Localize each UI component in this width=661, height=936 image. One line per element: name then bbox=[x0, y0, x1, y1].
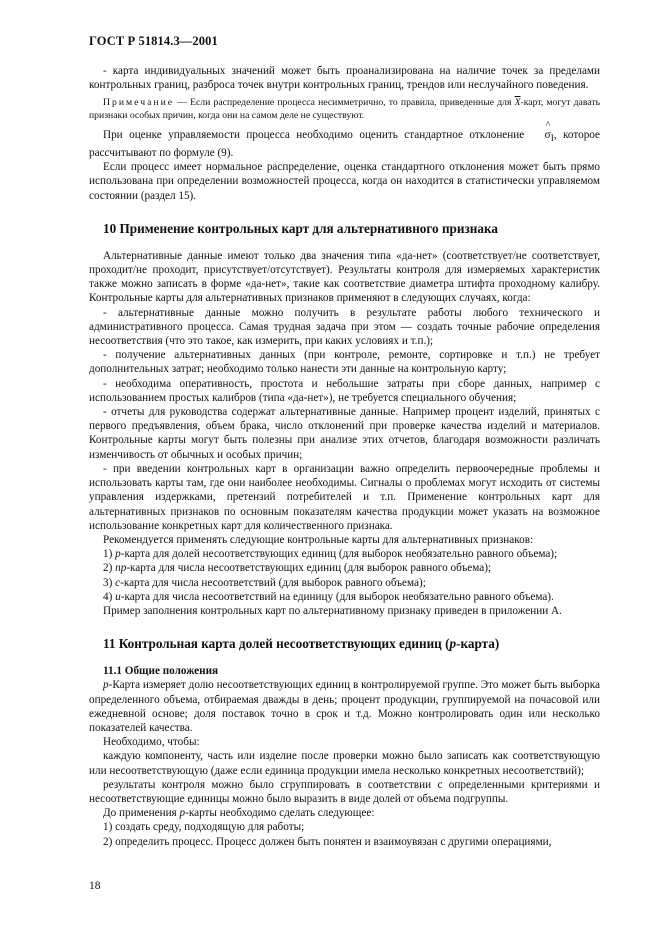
section-10-bullet-5: - при введении контрольных карт в организации важно определить первоочередные проблемы и использовать карты там, где они наиболее необходимы. Сигналы о проблемах могут исходить от системы управления издержками, претензий потребителей и т.п. Применение контрольных карт для альтернативных признаков по основным показателям качества продукции может указать на возможное использование конкретных карт для количественного признака. bbox=[89, 462, 600, 532]
section-10-bullet-3: - необходима оперативность, простота и небольшие затраты при сборе данных, например с использованием простых калибров (типа «да-нет»), не требуется специального обучения; bbox=[89, 377, 600, 404]
note-dash: — bbox=[174, 97, 191, 109]
list-symbol: c bbox=[115, 576, 121, 589]
section-11-title-b: -карта) bbox=[456, 636, 500, 652]
document-header: ГОСТ Р 51814.3—2001 bbox=[89, 34, 218, 48]
section-10-recommendation: Рекомендуется применять следующие контрольные карты для альтернативных признаков: bbox=[103, 533, 534, 546]
list-text: -карта для долей несоответствующих единиц (для выборок необязательно равного объема); bbox=[120, 548, 558, 561]
section-11-p5-b: -карты необходимо сделать следующее: bbox=[185, 807, 375, 820]
section-11-p1-text: -Карта измеряет долю несоответствующих единиц в контролируемой группе. Это может быть выборка определенного объема, отбираемая дважды в день; процент продукции, группируемой на почасовой или ежедневной основе; доля поставок точно в срок и т.д. Можно контролировать один или несколько показателей качества. bbox=[89, 679, 600, 734]
list-number: 1) bbox=[103, 548, 116, 561]
sigma-text-a: При оценке управляемости процесса необходимо оценить стандартное отклонение bbox=[103, 128, 531, 141]
section-11-paragraph-2: Необходимо, чтобы: bbox=[103, 736, 200, 749]
sigma-subscript: I bbox=[550, 133, 554, 144]
section-11-paragraph-1 bbox=[89, 678, 600, 735]
list-symbol: u bbox=[115, 590, 121, 603]
list-number: 3) bbox=[103, 576, 116, 589]
chart-list-item-3 bbox=[89, 576, 600, 590]
section-11-step-1: 1) создать среду, подходящую для работы; bbox=[103, 821, 305, 834]
intro-paragraph: - карта индивидуальных значений может быть проанализирована на наличие точек за пределами контрольных границ, разброса точек внутри контрольных границ, трендов или неслучайного поведения. bbox=[89, 65, 600, 92]
note-text-a: Если распределение процесса несимметрично, то правила, приведенные для bbox=[190, 97, 515, 109]
chart-list-item-1 bbox=[89, 547, 600, 561]
list-text: -карта для числа несоответствий (для выборок равного объема); bbox=[120, 576, 426, 589]
section-11-title bbox=[103, 636, 600, 652]
section-11-step-2: 2) определить процесс. Процесс должен быть понятен и взаимоувязан с другими операциями, bbox=[103, 835, 552, 848]
section-10-bullet-2: - получение альтернативных данных (при контроле, ремонте, сортировке и т.п.) не требует дополнительных затрат; необходимо только нанести эти данные на контрольную карту; bbox=[89, 349, 600, 376]
section-11-paragraph-4: результаты контроля можно было сгруппировать в соответствии с определенными критериями и несоответствующие единицы можно было выразить в виде долей от объема подгруппы. bbox=[89, 778, 600, 805]
chart-list-item-4 bbox=[89, 590, 600, 604]
list-number: 2) bbox=[103, 562, 116, 575]
sigma-letter: σ bbox=[544, 128, 551, 141]
section-10-bullet-4: - отчеты для руководства содержат альтернативные данные. Например процент изделий, принятых с первого предъявления, объем брака, число отклонений при проверке качества изделий и материалов. Контрольные карты могут быть полезны при анализе этих отчетов, благодаря возможности различать изменчивость от обычных и особых причин; bbox=[89, 406, 600, 461]
section-11-title-symbol: p bbox=[449, 636, 457, 652]
p-symbol: p bbox=[179, 807, 186, 820]
section-11-paragraph-5 bbox=[89, 806, 600, 820]
note-paragraph bbox=[89, 97, 600, 122]
sigma-text-b: , которое рассчитывают по формуле (9). bbox=[89, 128, 600, 160]
page-content bbox=[89, 64, 600, 849]
sigma-paragraph bbox=[89, 119, 600, 161]
chart-list-item-2 bbox=[89, 561, 600, 575]
section-10-example: Пример заполнения контрольных карт по альтернативному признаку приведен в приложении А. bbox=[103, 604, 562, 617]
p-symbol: p bbox=[103, 679, 109, 692]
note-text-b: -карт, могут давать признаки особых причин, когда они на самом деле не существуют. bbox=[89, 97, 600, 121]
list-text: -карта для числа несоответствий на единицу (для выборок необязательно равного объема). bbox=[120, 590, 554, 603]
note-xbar-symbol: $\overline{X}$ bbox=[514, 97, 521, 109]
list-text: -карта для числа несоответствующих единиц (для выборок равного объема); bbox=[126, 562, 492, 575]
section-10-bullet-1: - альтернативные данные можно получить в результате работы любого технического и административного процесса. Самая трудная задача при этом — создать точные рабочие определения несоответствия (что это такое, как измерить, при каких условиях и т.п.); bbox=[89, 306, 600, 348]
page-number: 18 bbox=[89, 880, 101, 892]
sigma-symbol: ^ $\sigma_I$ bbox=[544, 119, 554, 144]
section-11-paragraph-3: каждую компоненту, часть или изделие после проверки можно было записать как соответствующую или несоответствующую (даже если единица продукции имела несколько конкретных несоответствий); bbox=[89, 750, 600, 777]
section-11-title-a: 11 Контрольная карта долей несоответствующих единиц ( bbox=[103, 636, 450, 652]
list-number: 4) bbox=[103, 590, 116, 603]
normal-distribution-paragraph: Если процесс имеет нормальное распределение, оценка стандартного отклонения может быть прямо использована при определении возможностей процесса, когда он находится в статистически управляемом состоянии (раздел 15). bbox=[89, 161, 600, 202]
list-symbol: np bbox=[115, 562, 127, 575]
section-11-p5-a: До применения bbox=[103, 807, 180, 820]
section-10-intro: Альтернативные данные имеют только два значения типа «да-нет» (соответствует/не соответствует, проходит/не проходит, присутствует/отсутствует). Результаты контроля для измеряемых характеристик также можно записать в форме «да-нет», такие как соответствие диаметра штифта проходному калибру. Контрольные карты для альтернативных признаков применяют в следующих случаях, когда: bbox=[89, 249, 600, 305]
note-label: Примечание bbox=[103, 97, 175, 109]
section-10-title: 10 Применение контрольных карт для альтернативного признака bbox=[103, 220, 498, 236]
subsection-11-1-title: 11.1 Общие положения bbox=[103, 665, 219, 678]
list-symbol: p bbox=[115, 548, 121, 561]
